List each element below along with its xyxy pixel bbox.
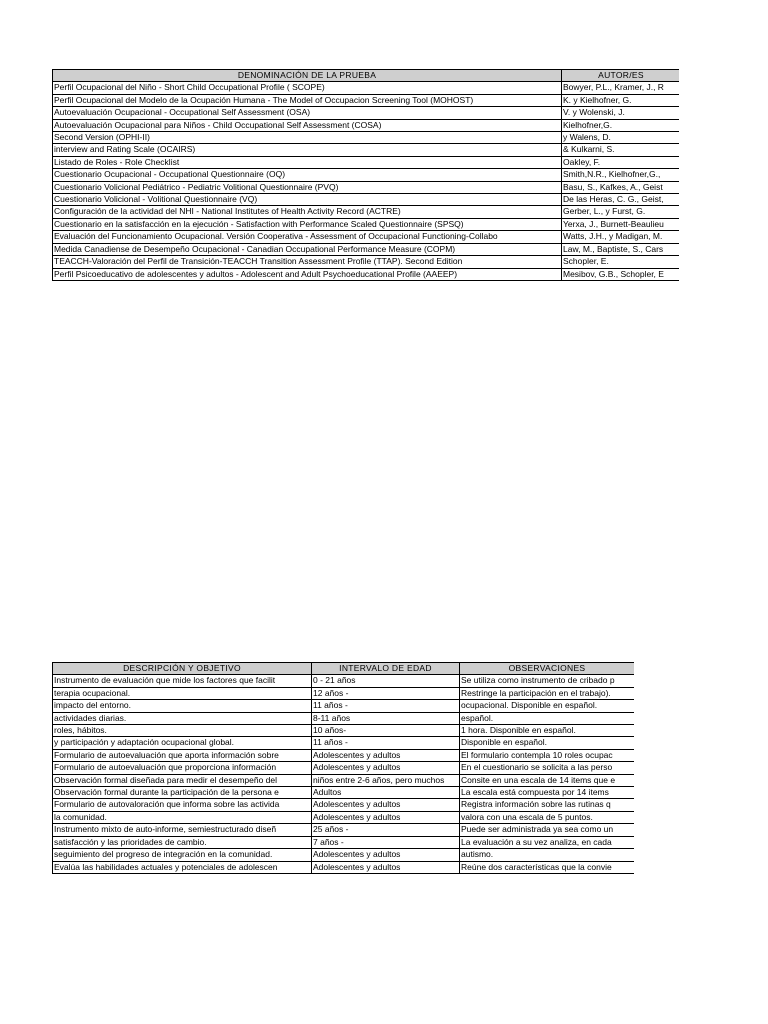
- header-denominacion[interactable]: DENOMINACIÓN DE LA PRUEBA: [53, 70, 562, 82]
- cell-descripcion[interactable]: actividades diarias.: [53, 712, 312, 724]
- cell-observaciones[interactable]: La evaluación a su vez analiza, en cada: [460, 836, 635, 848]
- cell-intervalo-edad[interactable]: 8-11 años: [312, 712, 460, 724]
- cell-descripcion[interactable]: Formulario de autoevaluación que proporciona información: [53, 762, 312, 774]
- cell-intervalo-edad[interactable]: Adultos: [312, 787, 460, 799]
- cell-denominacion[interactable]: Autoevaluación Ocupacional para Niños - Child Occupational Self Assessment (COSA): [53, 119, 562, 131]
- cell-denominacion[interactable]: Evaluación del Funcionamiento Ocupacional. Versión Cooperativa - Assessment of Occupacional Functioning-Collabo: [53, 231, 562, 243]
- table-row: [53, 119, 680, 131]
- table-row: [53, 849, 635, 861]
- cell-observaciones[interactable]: 1 hora. Disponible en español.: [460, 725, 635, 737]
- cell-observaciones[interactable]: La escala está compuesta por 14 items: [460, 787, 635, 799]
- cell-autores[interactable]: Mesibov, G.B., Schopler, E: [562, 268, 680, 280]
- cell-intervalo-edad[interactable]: 10 años-: [312, 725, 460, 737]
- cell-denominacion[interactable]: Cuestionario en la satisfacción en la ejecución - Satisfaction with Performance Scaled Questionnaire (SPSQ): [53, 218, 562, 230]
- cell-descripcion[interactable]: seguimiento del progreso de integración en la comunidad.: [53, 849, 312, 861]
- cell-denominacion[interactable]: Perfil Ocupacional del Niño - Short Child Occupational Profile ( SCOPE): [53, 82, 562, 94]
- cell-denominacion[interactable]: Cuestionario Volicional - Volitional Questionnaire (VQ): [53, 194, 562, 206]
- table-row: [53, 762, 635, 774]
- cell-autores[interactable]: K. y Kielhofner, G.: [562, 94, 680, 106]
- cell-autores[interactable]: Oakley, F.: [562, 156, 680, 168]
- cell-descripcion[interactable]: roles, hábitos.: [53, 725, 312, 737]
- table-row: [53, 861, 635, 873]
- cell-autores[interactable]: De las Heras, C. G., Geist,: [562, 194, 680, 206]
- cell-observaciones[interactable]: autismo.: [460, 849, 635, 861]
- cell-autores[interactable]: V. y Wolenski, J.: [562, 107, 680, 119]
- cell-denominacion[interactable]: Perfil Psicoeducativo de adolescentes y adultos - Adolescent and Adult Psychoeducational Profile (AAEEP): [53, 268, 562, 280]
- cell-denominacion[interactable]: Second Version (OPHI-II): [53, 132, 562, 144]
- table-row: [53, 675, 635, 687]
- cell-intervalo-edad[interactable]: Adolescentes y adultos: [312, 749, 460, 761]
- table-row: [53, 700, 635, 712]
- cell-descripcion[interactable]: Observación formal durante la participación de la persona e: [53, 787, 312, 799]
- cell-descripcion[interactable]: impacto del entorno.: [53, 700, 312, 712]
- cell-intervalo-edad[interactable]: 0 - 21 años: [312, 675, 460, 687]
- table-row: [53, 687, 635, 699]
- cell-descripcion[interactable]: Evalúa las habilidades actuales y potenciales de adolescen: [53, 861, 312, 873]
- cell-autores[interactable]: Kielhofner,G.: [562, 119, 680, 131]
- cell-intervalo-edad[interactable]: Adolescentes y adultos: [312, 849, 460, 861]
- table-row: [53, 107, 680, 119]
- cell-intervalo-edad[interactable]: 12 años -: [312, 687, 460, 699]
- cell-intervalo-edad[interactable]: 11 años -: [312, 737, 460, 749]
- cell-autores[interactable]: Law, M., Baptiste, S., Cars: [562, 243, 680, 255]
- table-row: [53, 206, 680, 218]
- header-observaciones[interactable]: OBSERVACIONES: [460, 663, 635, 675]
- table-row: [53, 156, 680, 168]
- tests-table: [52, 69, 679, 281]
- table-row: [53, 256, 680, 268]
- cell-intervalo-edad[interactable]: Adolescentes y adultos: [312, 861, 460, 873]
- cell-autores[interactable]: Watts, J.H., y Madigan, M.: [562, 231, 680, 243]
- cell-autores[interactable]: Bowyer, P.L., Kramer, J., R: [562, 82, 680, 94]
- table-row: [53, 725, 635, 737]
- cell-autores[interactable]: y Walens, D.: [562, 132, 680, 144]
- sheet-region-bottom: [52, 662, 634, 892]
- cell-descripcion[interactable]: Observación formal diseñada para medir el desempeño del: [53, 774, 312, 786]
- cell-descripcion[interactable]: Instrumento de evaluación que mide los factores que facilit: [53, 675, 312, 687]
- table-row: [53, 194, 680, 206]
- cell-observaciones[interactable]: ocupacional. Disponible en español.: [460, 700, 635, 712]
- table-row: [53, 132, 680, 144]
- table-row: [53, 799, 635, 811]
- cell-autores[interactable]: Yerxa, J., Burnett-Beaulieu: [562, 218, 680, 230]
- table-row: [53, 824, 635, 836]
- cell-observaciones[interactable]: El formulario contempla 10 roles ocupac: [460, 749, 635, 761]
- cell-observaciones[interactable]: Reúne dos características que la convie: [460, 861, 635, 873]
- cell-denominacion[interactable]: Listado de Roles - Role Checklist: [53, 156, 562, 168]
- table-row: [53, 787, 635, 799]
- sheet-region-top: [52, 69, 679, 295]
- cell-autores[interactable]: Schopler, E.: [562, 256, 680, 268]
- cell-autores[interactable]: & Kulkarni, S.: [562, 144, 680, 156]
- cell-intervalo-edad[interactable]: 11 años -: [312, 700, 460, 712]
- cell-descripcion[interactable]: satisfacción y las prioridades de cambio.: [53, 836, 312, 848]
- table-row: [53, 82, 680, 94]
- cell-denominacion[interactable]: Cuestionario Volicional Pediátrico - Pediatric Volitional Questionnaire (PVQ): [53, 181, 562, 193]
- cell-descripcion[interactable]: Instrumento mixto de auto-informe, semiestructurado diseñ: [53, 824, 312, 836]
- table-row: [53, 144, 680, 156]
- cell-denominacion[interactable]: TEACCH-Valoración del Perfil de Transición-TEACCH Transition Assessment Profile (TTAP). Second Edition: [53, 256, 562, 268]
- cell-observaciones[interactable]: Se utiliza como instrumento de cribado p: [460, 675, 635, 687]
- cell-observaciones[interactable]: Disponible en español.: [460, 737, 635, 749]
- details-table: [52, 662, 634, 874]
- table-row: [53, 749, 635, 761]
- table-row: [53, 231, 680, 243]
- cell-intervalo-edad[interactable]: Adolescentes y adultos: [312, 811, 460, 823]
- table-row: [53, 836, 635, 848]
- cell-denominacion[interactable]: Perfil Ocupacional del Modelo de la Ocupación Humana - The Model of Occupacion Screening Tool (MOHOST): [53, 94, 562, 106]
- cell-observaciones[interactable]: español.: [460, 712, 635, 724]
- cell-descripcion[interactable]: la comunidad.: [53, 811, 312, 823]
- cell-observaciones[interactable]: Puede ser administrada ya sea como un: [460, 824, 635, 836]
- header-row: [53, 663, 635, 675]
- cell-intervalo-edad[interactable]: niños entre 2-6 años, pero muchos: [312, 774, 460, 786]
- header-intervalo-edad[interactable]: INTERVALO DE EDAD: [312, 663, 460, 675]
- cell-denominacion[interactable]: Cuestionario Ocupacional - Occupational Questionnaire (OQ): [53, 169, 562, 181]
- cell-intervalo-edad[interactable]: Adolescentes y adultos: [312, 762, 460, 774]
- cell-denominacion[interactable]: Autoevaluación Ocupacional - Occupational Self Assessment (OSA): [53, 107, 562, 119]
- cell-descripcion[interactable]: y participación y adaptación ocupacional global.: [53, 737, 312, 749]
- header-row: [53, 70, 680, 82]
- cell-observaciones[interactable]: Restringe la participación en el trabajo).: [460, 687, 635, 699]
- table-row: [53, 712, 635, 724]
- cell-denominacion[interactable]: interview and Rating Scale (OCAIRS): [53, 144, 562, 156]
- cell-observaciones[interactable]: En el cuestionario se solicita a las perso: [460, 762, 635, 774]
- table-row: [53, 811, 635, 823]
- cell-intervalo-edad[interactable]: Adolescentes y adultos: [312, 799, 460, 811]
- header-descripcion[interactable]: DESCRIPCIÓN Y OBJETIVO: [53, 663, 312, 675]
- table-row: [53, 169, 680, 181]
- header-autores[interactable]: AUTOR/ES: [562, 70, 680, 82]
- table-row: [53, 218, 680, 230]
- cell-denominacion[interactable]: Medida Canadiense de Desempeño Ocupacional - Canadian Occupational Performance Measure (COPM): [53, 243, 562, 255]
- cell-observaciones[interactable]: valora con una escala de 5 puntos.: [460, 811, 635, 823]
- table-row: [53, 94, 680, 106]
- cell-observaciones[interactable]: Consite en una escala de 14 items que e: [460, 774, 635, 786]
- table-row: [53, 737, 635, 749]
- table-row: [53, 181, 680, 193]
- cell-descripcion[interactable]: Formulario de autoevaluación que aporta información sobre: [53, 749, 312, 761]
- cell-autores[interactable]: Gerber, L., y Furst, G.: [562, 206, 680, 218]
- table-row: [53, 243, 680, 255]
- cell-denominacion[interactable]: Configuración de la actividad del NHI - National Institutes of Health Activity Record (ACTRE): [53, 206, 562, 218]
- cell-descripcion[interactable]: Formulario de autovaloración que informa sobre las activida: [53, 799, 312, 811]
- cell-observaciones[interactable]: Registra información sobre las rutinas q: [460, 799, 635, 811]
- cell-descripcion[interactable]: terapia ocupacional.: [53, 687, 312, 699]
- cell-autores[interactable]: Smith,N.R., Kielhofner,G.,: [562, 169, 680, 181]
- table-row: [53, 268, 680, 280]
- cell-intervalo-edad[interactable]: 7 años -: [312, 836, 460, 848]
- cell-intervalo-edad[interactable]: 25 años -: [312, 824, 460, 836]
- table-row: [53, 774, 635, 786]
- cell-autores[interactable]: Basu, S., Kafkes, A., Geist: [562, 181, 680, 193]
